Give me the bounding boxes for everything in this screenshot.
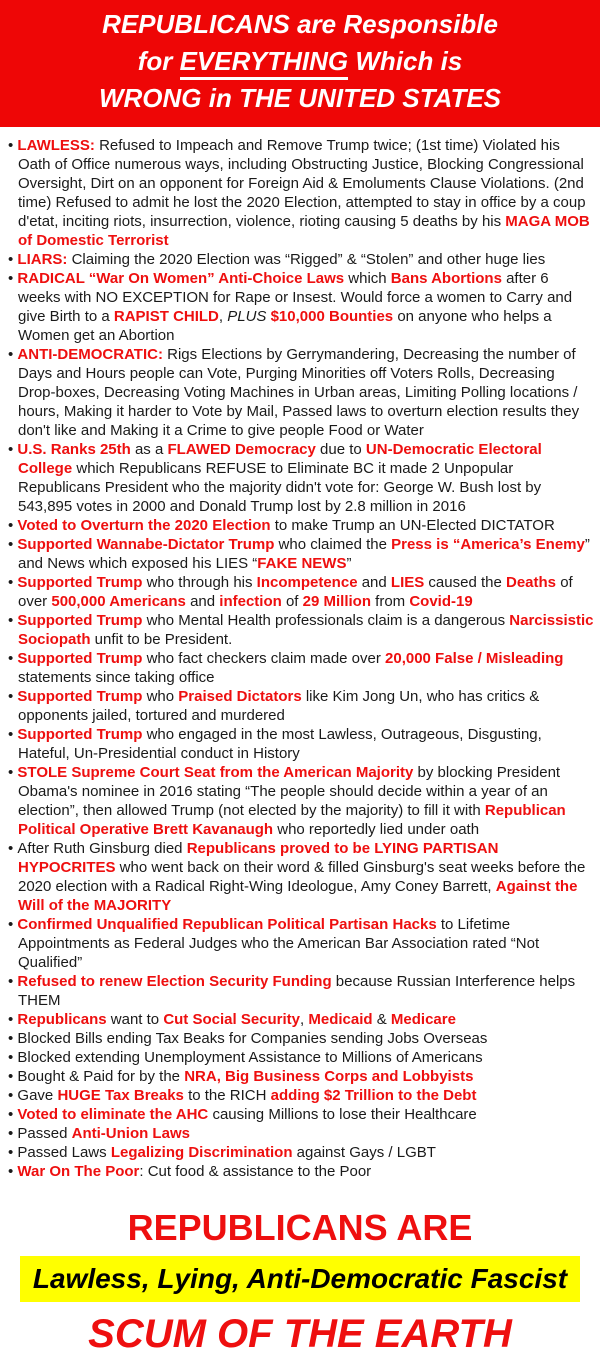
highlighted-text: Deaths [506, 574, 557, 591]
body-text: , [218, 308, 228, 325]
highlighted-text: LIARS: [17, 251, 68, 268]
highlighted-text: Supported Wannabe-Dictator Trump [17, 536, 275, 553]
list-item [8, 1124, 595, 1143]
body-text: , [300, 1011, 309, 1028]
highlighted-text: adding $2 Trillion to the Debt [270, 1087, 477, 1104]
highlighted-text: 20,000 False / Misleading [385, 650, 564, 667]
grievance-list [0, 136, 600, 1181]
highlighted-text: Medicare [390, 1011, 456, 1028]
highlighted-text: Narcissistic Sociopath [18, 612, 594, 648]
highlighted-text: Supported Trump [17, 612, 143, 629]
highlighted-text: HUGE Tax Breaks [57, 1087, 184, 1104]
body-text: PLUS [227, 308, 267, 325]
body-text: to the RICH [183, 1087, 271, 1104]
highlighted-text: 29 Million [302, 593, 371, 610]
highlighted-text: Anti-Union Laws [71, 1125, 190, 1142]
body-text: Blocked Bills ending Tax Beaks for Companies sending Jobs Overseas [17, 1030, 488, 1047]
body-text: want to [106, 1011, 164, 1028]
body-text: : Cut food & assistance to the Poor [139, 1163, 372, 1180]
title-line-1: REPUBLICANS are Responsible [102, 9, 498, 39]
list-item [8, 345, 595, 440]
body-text: unfit to be President. [90, 631, 233, 648]
title-line-2-pre: for [137, 46, 180, 76]
body-text: Refused to Impeach and Remove Trump twice; (1st time) Violated his Oath of Office numerous ways, including Obstructing Justice, Blocking Congressional Oversight, Dirt on an opponent for Foreign Aid & Emoluments Clause Violations. (2nd time) Refused to admit he lost the 2020 Election, attempted to stay in office by a coup d'etat, inciting riots, insurrection, violence, rioting causing 5 deaths by his [18, 137, 586, 230]
body-text: who reportedly lied under oath [273, 821, 480, 838]
highlighted-text: Covid-19 [409, 593, 473, 610]
highlighted-text: Voted to eliminate the AHC [17, 1106, 209, 1123]
body-text: of over [18, 574, 573, 610]
body-text: ” and News which exposed his LIES “ [18, 536, 590, 572]
body-text: like Kim Jong Un, who has critics & opponents jailed, tortured and murdered [18, 688, 540, 724]
list-item [8, 516, 595, 535]
highlighted-text: UN-Democratic Electoral College [18, 441, 542, 477]
list-item [8, 687, 595, 725]
body-text: Claiming the 2020 Election was “Rigged” & “Stolen” and other huge lies [67, 251, 546, 268]
list-item [8, 649, 595, 687]
list-item [8, 573, 595, 611]
highlight-banner: Lawless, Lying, Anti-Democratic Fascist [20, 1256, 580, 1302]
body-text: who went back on their word & filled Ginsburg's seat weeks before the 2020 election with a Radical Right-Wing Ideologue, Amy Coney Barrett, [18, 859, 586, 895]
body-text: after 6 weeks with NO EXCEPTION for Rape or Insest. Would force a women to Carry and give Birth to a [18, 270, 573, 325]
body-text: Gave [17, 1087, 58, 1104]
highlighted-text: LIES [390, 574, 425, 591]
highlighted-text: Supported Trump [17, 726, 143, 743]
body-text: on anyone who helps a Women get an Abortion [18, 308, 552, 344]
list-item [8, 1048, 595, 1067]
highlighted-text: Confirmed Unqualified Republican Political Partisan Hacks [17, 916, 437, 933]
body-text: ” [346, 555, 352, 572]
highlighted-text: ANTI-DEMOCRATIC: [17, 346, 163, 363]
body-text: statements since taking office [18, 669, 215, 686]
highlighted-text: MAGA MOB of Domestic Terrorist [18, 213, 590, 249]
highlighted-text: STOLE Supreme Court Seat from the American Majority [17, 764, 414, 781]
highlighted-text: Supported Trump [17, 574, 143, 591]
list-item [8, 972, 595, 1010]
footer-tagline: SCUM OF THE EARTH [88, 1312, 512, 1356]
highlighted-text: RADICAL “War On Women” Anti-Choice Laws [17, 270, 345, 287]
highlighted-text: Press is “America’s Enemy [391, 536, 585, 553]
highlighted-text: Supported Trump [17, 650, 143, 667]
body-text: who through his [142, 574, 257, 591]
body-text: by blocking President Obama's nominee in 2016 stating “The people should decide within a year of an election”, then allowed Trump (not elected by the majority) to fill it with [18, 764, 561, 819]
list-item [8, 535, 595, 573]
body-text: Bought & Paid for by the [17, 1068, 185, 1085]
highlighted-text: War On The Poor [17, 1163, 140, 1180]
body-text: and [185, 593, 220, 610]
list-item [8, 1086, 595, 1105]
highlighted-text: Voted to Overturn the 2020 Election [17, 517, 271, 534]
list-item [8, 839, 595, 915]
body-text: which [344, 270, 391, 287]
highlighted-text: Republicans proved to be LYING PARTISAN HYPOCRITES [18, 840, 499, 876]
body-text: who [142, 688, 179, 705]
poster-title-banner [0, 0, 600, 127]
body-text: and [357, 574, 391, 591]
highlighted-text: FLAWED Democracy [167, 441, 316, 458]
footer-heading: REPUBLICANS ARE [127, 1207, 473, 1248]
body-text: Passed [17, 1125, 72, 1142]
highlighted-text: Supported Trump [17, 688, 143, 705]
list-item [8, 1105, 595, 1124]
highlighted-text: Cut Social Security [163, 1011, 301, 1028]
highlighted-text: Against the Will of the MAJORITY [18, 878, 578, 914]
body-text: which Republicans REFUSE to Eliminate BC it made 2 Unpopular Republicans President who the majority didn't vote for: George W. Bush lost by 543,895 votes in 2000 and Donald Trump lost by 2.8 million in 2016 [18, 460, 542, 515]
title-line-3: WRONG in THE UNITED STATES [98, 83, 502, 113]
body-text: who Mental Health professionals claim is a dangerous [142, 612, 510, 629]
list-item [8, 763, 595, 839]
highlighted-text: Legalizing Discrimination [110, 1144, 293, 1161]
title-underlined-word: EVERYTHING [180, 46, 349, 80]
highlighted-text: Medicaid [308, 1011, 373, 1028]
list-item [8, 915, 595, 972]
list-item [8, 611, 595, 649]
list-item [8, 725, 595, 763]
list-item [8, 1162, 595, 1181]
highlighted-text: Refused to renew Election Security Funding [17, 973, 332, 990]
body-text: from [370, 593, 410, 610]
list-item [8, 1067, 595, 1086]
body-text: as a [130, 441, 168, 458]
highlighted-text: Republican Political Operative Brett Kavanaugh [18, 802, 566, 838]
body-text: who fact checkers claim made over [142, 650, 386, 667]
body-text: causing Millions to lose their Healthcare [208, 1106, 477, 1123]
list-item [8, 1010, 595, 1029]
body-text: who engaged in the most Lawless, Outrageous, Disgusting, Hateful, Un-Presidential conduct in History [18, 726, 542, 762]
body-text: due to [315, 441, 366, 458]
body-text: who claimed the [274, 536, 392, 553]
body-text: to Lifetime Appointments as Federal Judges who the American Bar Association rated “Not Qualified” [18, 916, 540, 971]
body-text: because Russian Interference helps THEM [18, 973, 576, 1009]
highlighted-text: NRA, Big Business Corps and Lobbyists [184, 1068, 474, 1085]
highlighted-text: Republicans [17, 1011, 107, 1028]
body-text: Blocked extending Unemployment Assistance to Millions of Americans [17, 1049, 483, 1066]
list-item [8, 1029, 595, 1048]
list-item [8, 136, 595, 250]
list-item [8, 1143, 595, 1162]
highlighted-text: FAKE NEWS [257, 555, 347, 572]
highlighted-text: infection [219, 593, 282, 610]
title-line-2-post: Which is [348, 46, 463, 76]
list-item [8, 440, 595, 516]
title-line-2 [0, 43, 600, 80]
highlighted-text: U.S. Ranks 25th [17, 441, 131, 458]
body-text: After Ruth Ginsburg died [17, 840, 187, 857]
highlighted-text: LAWLESS: [17, 137, 95, 154]
body-text: against Gays / LGBT [292, 1144, 436, 1161]
highlighted-text: 500,000 Americans [51, 593, 186, 610]
highlighted-text: Incompetence [256, 574, 358, 591]
highlighted-text: $10,000 Bounties [270, 308, 394, 325]
highlighted-text: RAPIST CHILD [113, 308, 219, 325]
body-text: to make Trump an UN-Elected DICTATOR [270, 517, 555, 534]
body-text: & [372, 1011, 391, 1028]
body-text: Passed Laws [17, 1144, 111, 1161]
body-text: Rigs Elections by Gerrymandering, Decreasing the number of Days and Hours people can Vote, Purging Minorities off Voters Rolls, Decreasing Drop-boxes, Decreasing Voting Machines in Urban areas, Limiting Polling locations / hours, Making it harder to Vote by Mail, Passed laws to overturn election results they don't like and Making it a Crime to give people Food or Water [18, 346, 580, 439]
highlighted-text: Bans Abortions [390, 270, 502, 287]
body-text: of [281, 593, 303, 610]
body-text: caused the [424, 574, 506, 591]
highlighted-text: Praised Dictators [178, 688, 302, 705]
list-item [8, 269, 595, 345]
list-item [8, 250, 595, 269]
